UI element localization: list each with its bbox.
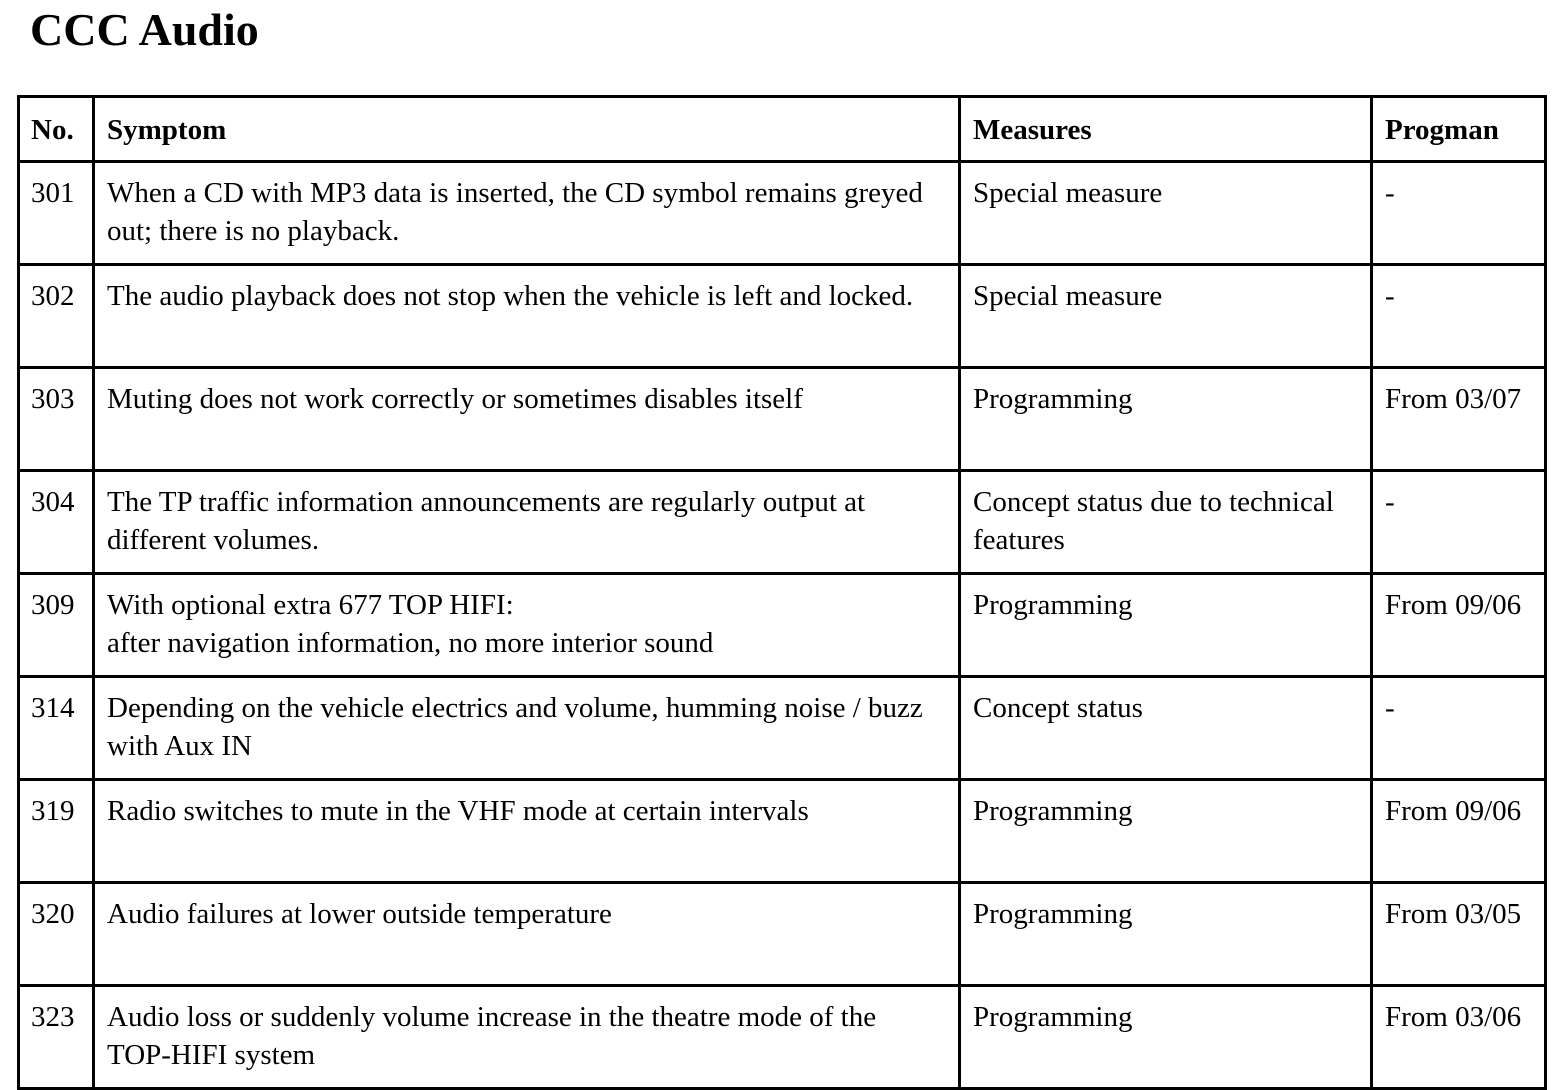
cell-measures: Special measure bbox=[960, 265, 1372, 368]
cell-symptom: Muting does not work correctly or sometimes disables itself bbox=[94, 368, 960, 471]
table-row bbox=[19, 471, 1546, 574]
cell-progman: From 09/06 bbox=[1372, 574, 1546, 677]
cell-no: 304 bbox=[19, 471, 94, 574]
table-header-row bbox=[19, 97, 1546, 162]
cell-progman: - bbox=[1372, 471, 1546, 574]
cell-measures: Concept status due to technical features bbox=[960, 471, 1372, 574]
cell-progman: From 09/06 bbox=[1372, 780, 1546, 883]
cell-no: 314 bbox=[19, 677, 94, 780]
header-measures: Measures bbox=[960, 97, 1372, 162]
cell-progman: From 03/07 bbox=[1372, 368, 1546, 471]
cell-no: 319 bbox=[19, 780, 94, 883]
cell-symptom: Audio loss or suddenly volume increase in the theatre mode of the TOP-HIFI system bbox=[94, 986, 960, 1089]
cell-no: 309 bbox=[19, 574, 94, 677]
cell-symptom: Audio failures at lower outside temperature bbox=[94, 883, 960, 986]
cell-measures: Programming bbox=[960, 574, 1372, 677]
table-row bbox=[19, 677, 1546, 780]
table-row bbox=[19, 162, 1546, 265]
header-no: No. bbox=[19, 97, 94, 162]
cell-symptom: When a CD with MP3 data is inserted, the CD symbol remains greyed out; there is no playback. bbox=[94, 162, 960, 265]
page-title: CCC Audio bbox=[30, 4, 259, 55]
cell-no: 320 bbox=[19, 883, 94, 986]
cell-no: 323 bbox=[19, 986, 94, 1089]
cell-symptom: Depending on the vehicle electrics and volume, humming noise / buzz with Aux IN bbox=[94, 677, 960, 780]
cell-progman: From 03/06 bbox=[1372, 986, 1546, 1089]
table-row bbox=[19, 574, 1546, 677]
table-row bbox=[19, 986, 1546, 1089]
cell-no: 301 bbox=[19, 162, 94, 265]
cell-no: 303 bbox=[19, 368, 94, 471]
cell-symptom: With optional extra 677 TOP HIFI: after navigation information, no more interior sound bbox=[94, 574, 960, 677]
table-row bbox=[19, 883, 1546, 986]
table-row bbox=[19, 265, 1546, 368]
cell-symptom: The TP traffic information announcements are regularly output at different volumes. bbox=[94, 471, 960, 574]
header-progman: Progman bbox=[1372, 97, 1546, 162]
cell-measures: Programming bbox=[960, 986, 1372, 1089]
cell-measures: Programming bbox=[960, 368, 1372, 471]
cell-progman: - bbox=[1372, 677, 1546, 780]
cell-progman: From 03/05 bbox=[1372, 883, 1546, 986]
cell-symptom: The audio playback does not stop when the vehicle is left and locked. bbox=[94, 265, 960, 368]
cell-progman: - bbox=[1372, 265, 1546, 368]
cell-measures: Programming bbox=[960, 780, 1372, 883]
cell-no: 302 bbox=[19, 265, 94, 368]
table-row bbox=[19, 780, 1546, 883]
cell-symptom: Radio switches to mute in the VHF mode at certain intervals bbox=[94, 780, 960, 883]
cell-progman: - bbox=[1372, 162, 1546, 265]
header-symptom: Symptom bbox=[94, 97, 960, 162]
table-row bbox=[19, 368, 1546, 471]
symptom-table bbox=[17, 95, 1547, 1090]
cell-measures: Concept status bbox=[960, 677, 1372, 780]
cell-measures: Special measure bbox=[960, 162, 1372, 265]
cell-measures: Programming bbox=[960, 883, 1372, 986]
